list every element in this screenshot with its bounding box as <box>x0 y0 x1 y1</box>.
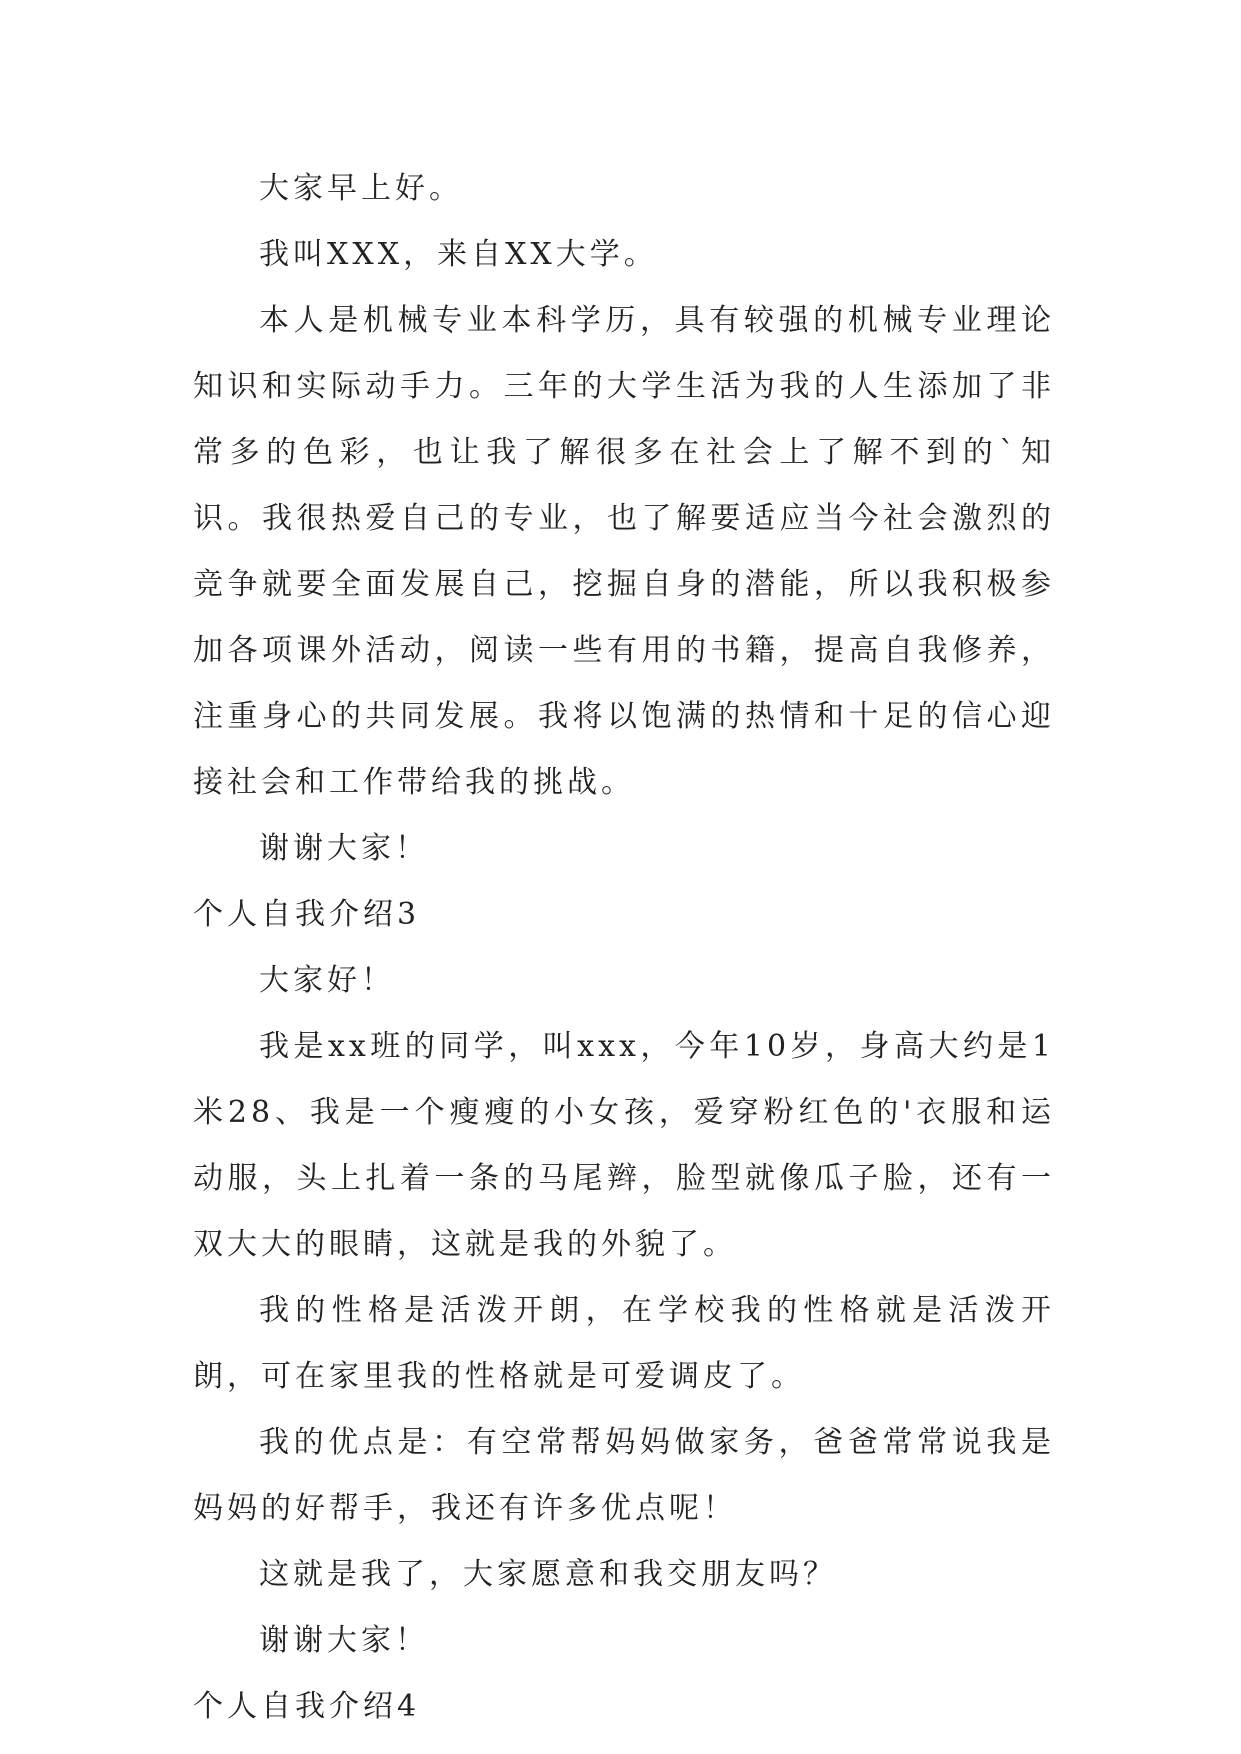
paragraph-greeting: 大家早上好。 <box>259 171 463 206</box>
paragraph-strengths: 我的优点是：有空常帮妈妈做家务，爸爸常常说我是妈妈的好帮手，我还有许多优点呢！ <box>193 1425 1055 1526</box>
section-heading-3: 个人自我介绍3 <box>193 897 421 932</box>
paragraph-personality: 我的性格是活泼开朗，在学校我的性格就是活泼开朗，可在家里我的性格就是可爱调皮了。 <box>193 1293 1055 1394</box>
paragraph-thanks: 谢谢大家！ <box>259 831 429 866</box>
document-body <box>193 156 1055 1740</box>
section-heading-4: 个人自我介绍4 <box>193 1689 421 1724</box>
paragraph-friends: 这就是我了，大家愿意和我交朋友吗？ <box>259 1557 837 1592</box>
paragraph-hello: 大家好！ <box>259 963 395 998</box>
paragraph-thanks-2: 谢谢大家！ <box>259 1623 429 1658</box>
paragraph-name: 我叫XXX，来自XX大学。 <box>259 237 658 272</box>
paragraph-appearance: 我是xx班的同学，叫xxx，今年10岁，身高大约是1米28、我是一个瘦瘦的小女孩，爱穿粉红色的'衣服和运动服，头上扎着一条的马尾辫，脸型就像瓜子脸，还有一双大大的眼睛，这就是我的外貌了。 <box>193 1029 1055 1262</box>
paragraph-background: 本人是机械专业本科学历，具有较强的机械专业理论知识和实际动手力。三年的大学生活为我的人生添加了非常多的色彩，也让我了解很多在社会上了解不到的`知识。我很热爱自己的专业，也了解要适应当今社会激烈的竞争就要全面发展自己，挖掘自身的潜能，所以我积极参加各项课外活动，阅读一些有用的书籍，提高自我修养，注重身心的共同发展。我将以饱满的热情和十足的信心迎接社会和工作带给我的挑战。 <box>193 303 1055 800</box>
